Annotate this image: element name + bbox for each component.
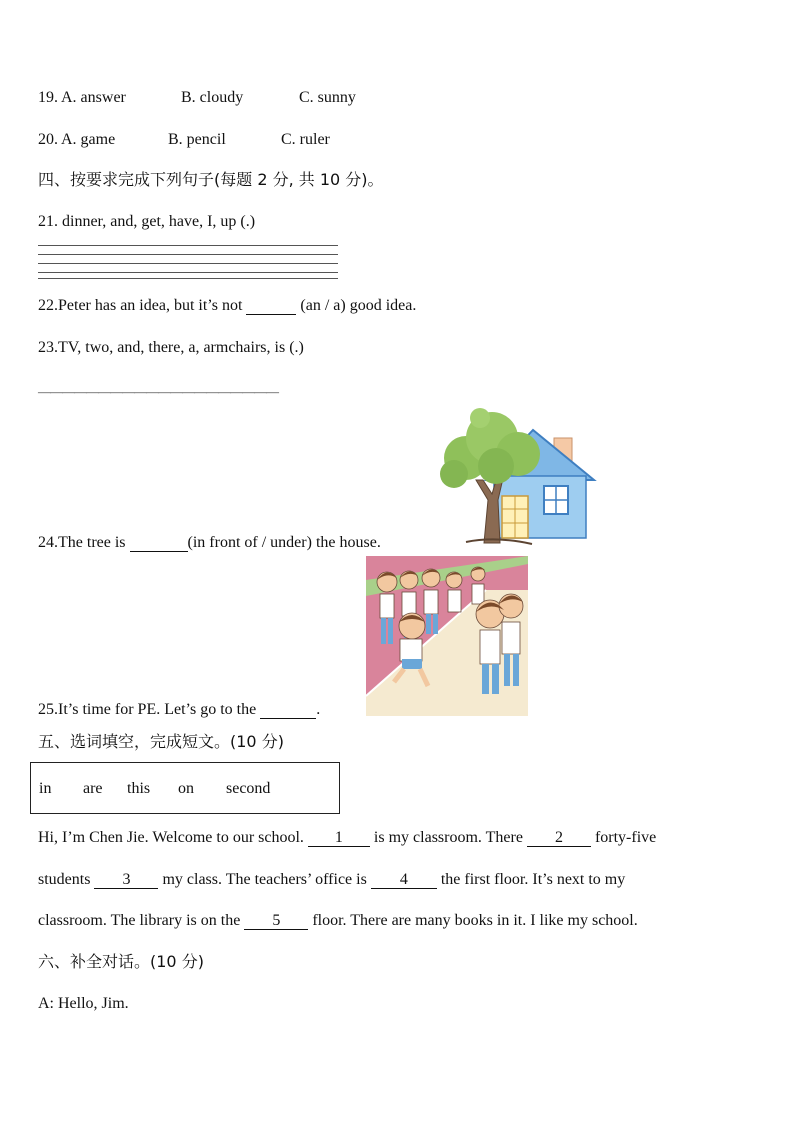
passage-text: my class. The teachers’ office is (158, 871, 371, 888)
passage-text: floor. There are many books in it. I like my school. (308, 912, 638, 929)
q20-option-b: B. pencil (168, 131, 226, 148)
q24-text (38, 533, 381, 553)
passage-line-3 (38, 911, 638, 931)
q22-blank[interactable] (246, 298, 296, 315)
q20-option-c: C. ruler (281, 131, 330, 148)
q22-after: (an / a) good idea. (296, 297, 417, 314)
q24-blank[interactable] (130, 535, 188, 552)
section-4-title: 四、按要求完成下列句子(每题 2 分, 共 10 分)。 (38, 170, 384, 189)
passage-text: is my classroom. There (369, 829, 527, 846)
word-bank-item: are (83, 780, 103, 797)
q19-number: 19. (38, 89, 58, 106)
q21-text: 21. dinner, and, get, have, I, up (.) (38, 213, 256, 230)
house-tree-illustration (436, 408, 598, 548)
passage-line-1 (38, 828, 656, 848)
writing-line (38, 254, 338, 255)
q24-before: 24.The tree is (38, 534, 130, 551)
q23-text: 23.TV, two, and, there, a, armchairs, is (.) (38, 339, 304, 356)
passage-text: classroom. The library is on the (38, 912, 245, 929)
writing-line (38, 278, 338, 279)
word-bank-item: second (226, 780, 271, 797)
q19-option-a: A. answer (61, 89, 126, 106)
word-bank-item: in (39, 780, 52, 797)
q25-after: . (316, 701, 321, 718)
dialogue-line-a: A: Hello, Jim. (38, 995, 129, 1012)
q22-before: 22.Peter has an idea, but it’s not (38, 297, 247, 314)
q25-text (38, 700, 320, 720)
q19-option-c: C. sunny (299, 89, 356, 106)
passage-blank-3[interactable]: 3 (94, 872, 158, 889)
word-bank-item: on (178, 780, 194, 797)
word-bank-item: this (127, 780, 151, 797)
q25-before: 25.It’s time for PE. Let’s go to the (38, 701, 261, 718)
writing-line (38, 263, 338, 264)
passage-text: students (38, 871, 95, 888)
passage-text: the first floor. It’s next to my (436, 871, 626, 888)
passage-text: forty-five (590, 829, 657, 846)
passage-blank-4[interactable]: 4 (371, 872, 437, 889)
passage-blank-2[interactable]: 2 (527, 830, 591, 847)
passage-line-2 (38, 870, 625, 890)
q23-answer-line[interactable]: ———————————————————— (38, 384, 278, 399)
q25-blank[interactable] (260, 702, 316, 719)
section-6-title: 六、补全对话。(10 分) (38, 952, 204, 971)
playground-illustration (366, 556, 528, 716)
q20-number: 20. (38, 131, 58, 148)
passage-text: Hi, I’m Chen Jie. Welcome to our school. (38, 829, 308, 846)
passage-blank-5[interactable]: 5 (244, 913, 308, 930)
passage-blank-1[interactable]: 1 (308, 830, 370, 847)
q20-option-a: A. game (61, 131, 116, 148)
writing-line (38, 245, 338, 246)
q22-text (38, 296, 416, 316)
word-bank-box (30, 762, 340, 814)
q19-option-b: B. cloudy (181, 89, 244, 106)
section-5-title: 五、选词填空，完成短文。(10 分) (38, 732, 284, 751)
writing-line (38, 272, 338, 273)
q24-after: (in front of / under) the house. (187, 534, 381, 551)
